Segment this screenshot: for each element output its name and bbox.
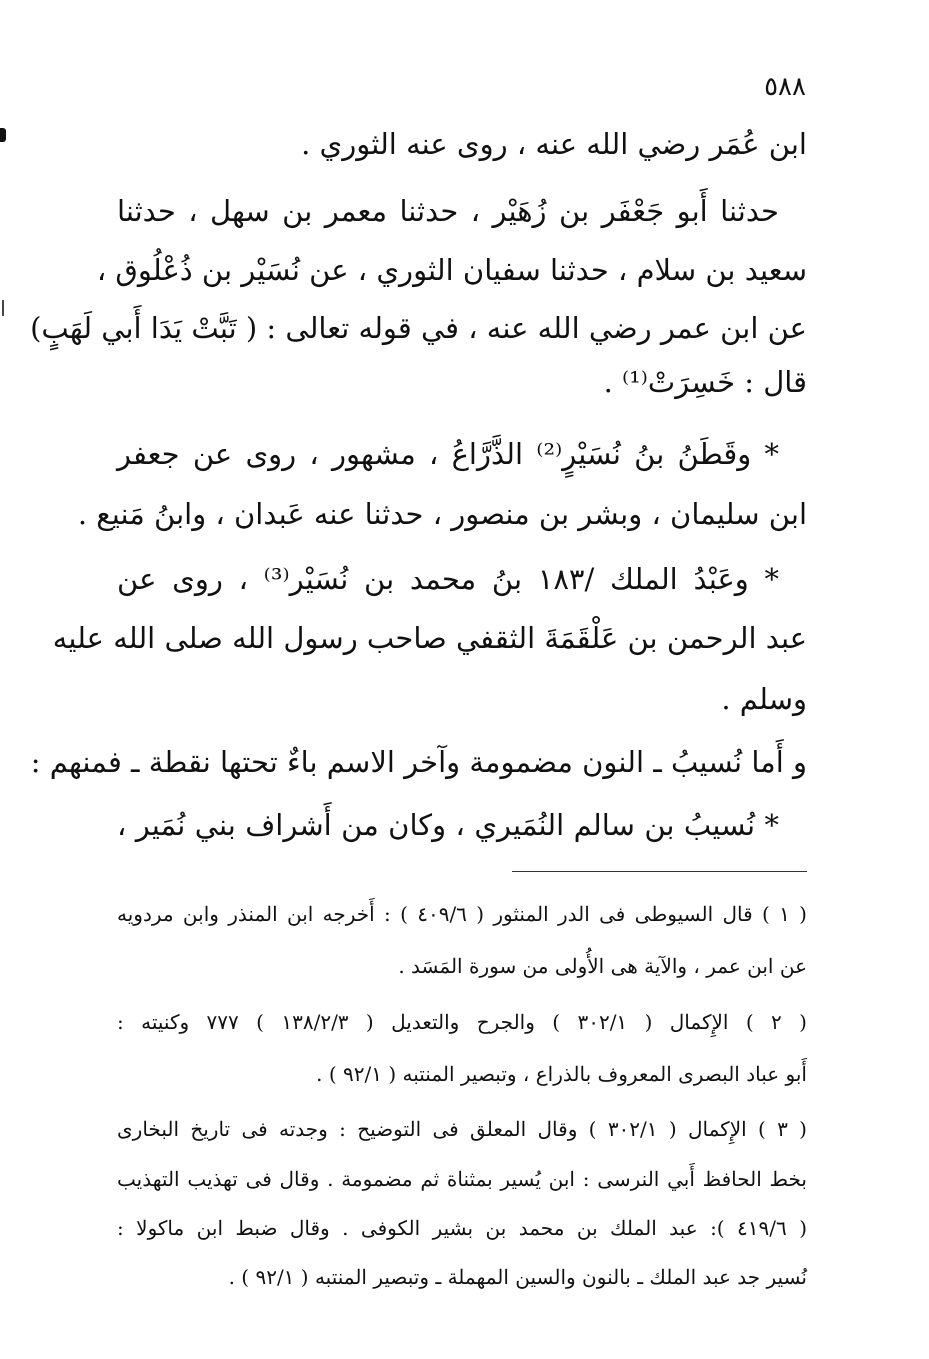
body-line-9: عبد الرحمن بن عَلْقَمَةَ الثقفي صاحب رسول الله صلى الله عليه: [52, 621, 807, 655]
footnote-line-8: نُسير جد عبد الملك ـ بالنون والسين المهملة ـ وتبصير المنتبه ( ٩٢/١ ) .: [228, 1265, 807, 1289]
body-line-5: قال : خَسِرَتْ⁽¹⁾ .: [603, 365, 807, 399]
body-line-12: * نُسيبُ بن سالم النُمَيري ، وكان من أَشراف بني نُمَير ،: [117, 808, 779, 842]
body-line-8: * وعَبْدُ الملك /١٨٣ بنُ محمد بن نُسَيْر⁽³⁾ ، روى عن: [117, 562, 779, 596]
footnote-line-1: ( ١ ) قال السيوطى فى الدر المنثور ( ٤٠٩/٦ ) : أَخرجه ابن المنذر وابن مردويه: [117, 902, 807, 926]
body-line-1: ابن عُمَر رضي الله عنه ، روى عنه الثوري .: [301, 127, 807, 161]
footnote-separator: [512, 871, 807, 872]
body-line-3: سعيد بن سلام ، حدثنا سفيان الثوري ، عن نُسَيْر بن ذُعْلُوق ،: [96, 253, 807, 287]
footnote-line-7: ( ٤١٩/٦ ): عبد الملك بن محمد بن بشير الكوفى . وقال ضبط ابن ماكولا :: [117, 1216, 807, 1240]
body-line-4: عن ابن عمر رضي الله عنه ، في قوله تعالى : ( تَبَّتْ يَدَا أَبي لَهَبٍ): [30, 311, 807, 345]
body-line-6: * وقَطَنُ بنُ نُسَيْرٍ⁽²⁾ الذَّرَّاعُ ، مشهور ، روى عن جعفر: [117, 437, 779, 471]
footnote-line-6: بخط الحافظ أَبي النرسى : ابن يُسير بمثناة ثم مضمومة . وقال فى تهذيب التهذيب: [117, 1167, 807, 1191]
body-line-11: و أَما نُسيبُ ـ النون مضمومة وآخر الاسم باءٌ تحتها نقطة ـ فمنهم :: [30, 745, 807, 779]
body-line-7: ابن سليمان ، وبشر بن منصور ، حدثنا عنه عَبدان ، وابنُ مَنيع .: [77, 497, 807, 531]
footnote-line-4: أَبو عباد البصرى المعروف بالذراع ، وتبصير المنتبه ( ٩٢/١ ) .: [316, 1062, 807, 1086]
body-line-2: حدثنا أَبو جَعْفَر بن زُهَيْر ، حدثنا معمر بن سهل ، حدثنا: [117, 194, 779, 228]
footnote-line-5: ( ٣ ) الإِكمال ( ٣٠٢/١ ) وقال المعلق فى التوضيح : وجدته فى تاريخ البخارى: [117, 1117, 807, 1141]
body-line-10: وسلم .: [721, 682, 807, 716]
binding-mark: [0, 128, 6, 142]
page-number: ٥٨٨: [764, 72, 806, 102]
binding-mark-small: [2, 300, 4, 316]
footnote-line-3: ( ٢ ) الإِكمال ( ٣٠٢/١ ) والجرح والتعديل ( ١٣٨/٢/٣ ) ٧٧٧ وكنيته :: [117, 1010, 807, 1034]
footnote-line-2: عن ابن عمر ، والآية هى الأُولى من سورة المَسَد .: [398, 954, 807, 978]
